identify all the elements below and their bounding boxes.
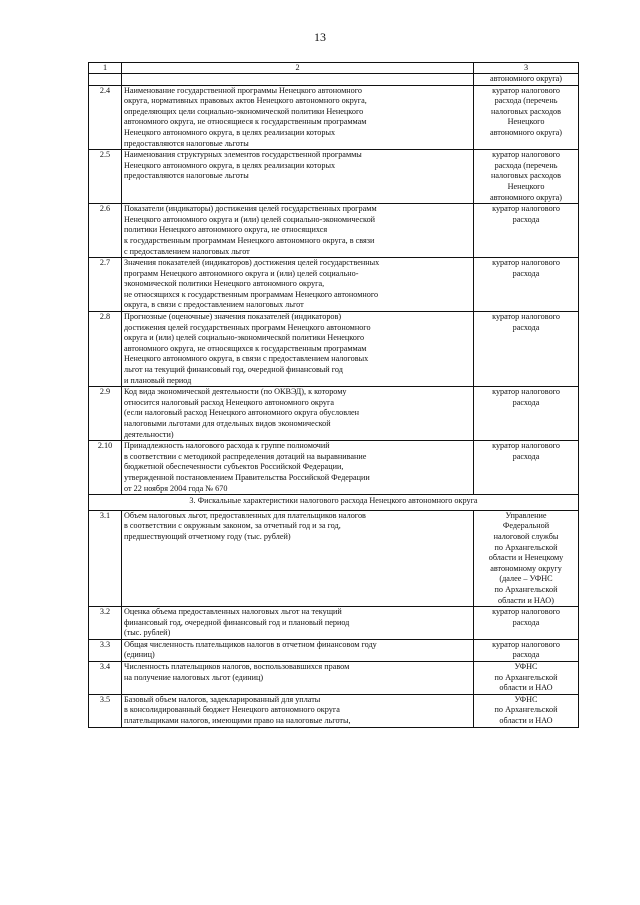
section-3-title: 3. Фискальные характеристики налогового расхода Ненецкого автономного округа	[89, 495, 579, 511]
row-number: 3.4	[89, 662, 122, 695]
tax-expense-characteristics-table	[88, 62, 579, 728]
row-number: 2.4	[89, 85, 122, 150]
page-number: 13	[314, 30, 326, 44]
row-description: Базовый объем налогов, задекларированный для уплаты в консолидированный бюджет Ненецкого автономного округа плательщиками налогов, имеющими право на налоговые льготы,	[122, 694, 474, 727]
table-row	[89, 258, 579, 312]
row-responsible: куратор налогового расхода (перечень налоговых расходов Ненецкого автономного округа)	[474, 150, 579, 204]
row-number: 2.6	[89, 204, 122, 258]
row-description: Принадлежность налогового расхода к группе полномочий в соответствии с методикой распределения дотаций на выравнивание бюджетной обеспеченности субъектов Российской Федерации, утвержденной постановлением Правительства Российской Федерации от 22 ноября 2004 года № 670	[122, 441, 474, 495]
row-responsible: куратор налогового расхода	[474, 204, 579, 258]
row-responsible: куратор налогового расхода	[474, 258, 579, 312]
table-row	[89, 639, 579, 661]
row-responsible: Управление Федеральной налоговой службы по Архангельской области и Ненецкому автономному округу (далее – УФНС по Архангельской области и НАО)	[474, 510, 579, 606]
row-description: Общая численность плательщиков налогов в отчетном финансовом году (единиц)	[122, 639, 474, 661]
row-number: 2.8	[89, 312, 122, 387]
row-responsible: куратор налогового расхода	[474, 312, 579, 387]
row-responsible: куратор налогового расхода	[474, 441, 579, 495]
row-description: Наименование государственной программы Ненецкого автономного округа, нормативных правовых актов Ненецкого автономного округа, определяющих цели социально-экономической политики Ненецкого автономного округа, не относящиеся к государственным программам Ненецкого автономного округа, в целях реализации которых предоставляются налоговые льготы	[122, 85, 474, 150]
continuation-number-cell	[89, 74, 122, 86]
row-number: 2.7	[89, 258, 122, 312]
table-row	[89, 607, 579, 640]
row-description: Оценка объема предоставленных налоговых льгот на текущий финансовый год, очередной финансовый год и плановый период (тыс. рублей)	[122, 607, 474, 640]
row-responsible: УФНС по Архангельской области и НАО	[474, 662, 579, 695]
table-header-row	[89, 63, 579, 74]
row-responsible: куратор налогового расхода (перечень налоговых расходов Ненецкого автономного округа)	[474, 85, 579, 150]
table-row	[89, 387, 579, 441]
row-description: Код вида экономической деятельности (по ОКВЭД), к которому относится налоговый расход Ненецкого автономного округа (если налоговый расход Ненецкого автономного округа обусловлен налоговыми льготами для отдельных видов экономической деятельности)	[122, 387, 474, 441]
row-description: Объем налоговых льгот, предоставленных для плательщиков налогов в соответствии с окружным законом, за отчетный год и за год, предшествующий отчетному году (тыс. рублей)	[122, 510, 474, 606]
table-row	[89, 312, 579, 387]
row-number: 2.10	[89, 441, 122, 495]
table-row	[89, 85, 579, 150]
table-row	[89, 662, 579, 695]
row-number: 2.5	[89, 150, 122, 204]
table-row	[89, 441, 579, 495]
row-number: 3.1	[89, 510, 122, 606]
row-number: 3.3	[89, 639, 122, 661]
table-row	[89, 204, 579, 258]
table-row	[89, 510, 579, 606]
row-number: 2.9	[89, 387, 122, 441]
row-responsible: куратор налогового расхода	[474, 387, 579, 441]
row-responsible: куратор налогового расхода	[474, 607, 579, 640]
continuation-responsible-cell: автономного округа)	[474, 74, 579, 86]
continuation-description-cell	[122, 74, 474, 86]
continuation-row	[89, 74, 579, 86]
column-1-header: 1	[89, 63, 122, 74]
column-2-header: 2	[122, 63, 474, 74]
table-row	[89, 150, 579, 204]
row-responsible: куратор налогового расхода	[474, 639, 579, 661]
table-row	[89, 694, 579, 727]
row-description: Значения показателей (индикаторов) достижения целей государственных программ Ненецкого автономного округа и (или) целей социально- экономической политики Ненецкого автономного округа, не относящихся к государственным программам Ненецкого автономного округа, в связи с предоставлением налоговых льгот	[122, 258, 474, 312]
row-description: Прогнозные (оценочные) значения показателей (индикаторов) достижения целей государственных программ Ненецкого автономного округа и (или) целей социально-экономической политики Ненецкого автономного округа, не относящихся к государственным программам Ненецкого автономного округа, в связи с предоставлением налоговых льгот на текущий финансовый год, очередной финансовый год и плановый период	[122, 312, 474, 387]
row-description: Наименования структурных элементов государственной программы Ненецкого автономного округа, в целях реализации которых предоставляются налоговые льготы	[122, 150, 474, 204]
row-responsible: УФНС по Архангельской области и НАО	[474, 694, 579, 727]
column-3-header: 3	[474, 63, 579, 74]
section-3-header-row	[89, 495, 579, 511]
row-number: 3.5	[89, 694, 122, 727]
row-number: 3.2	[89, 607, 122, 640]
row-description: Показатели (индикаторы) достижения целей государственных программ Ненецкого автономного округа и (или) целей социально-экономической политики Ненецкого автономного округа, не относящихся к государственным программам Ненецкого автономного округа, в связи с предоставлением налоговых льгот	[122, 204, 474, 258]
row-description: Численность плательщиков налогов, воспользовавшихся правом на получение налоговых льгот (единиц)	[122, 662, 474, 695]
